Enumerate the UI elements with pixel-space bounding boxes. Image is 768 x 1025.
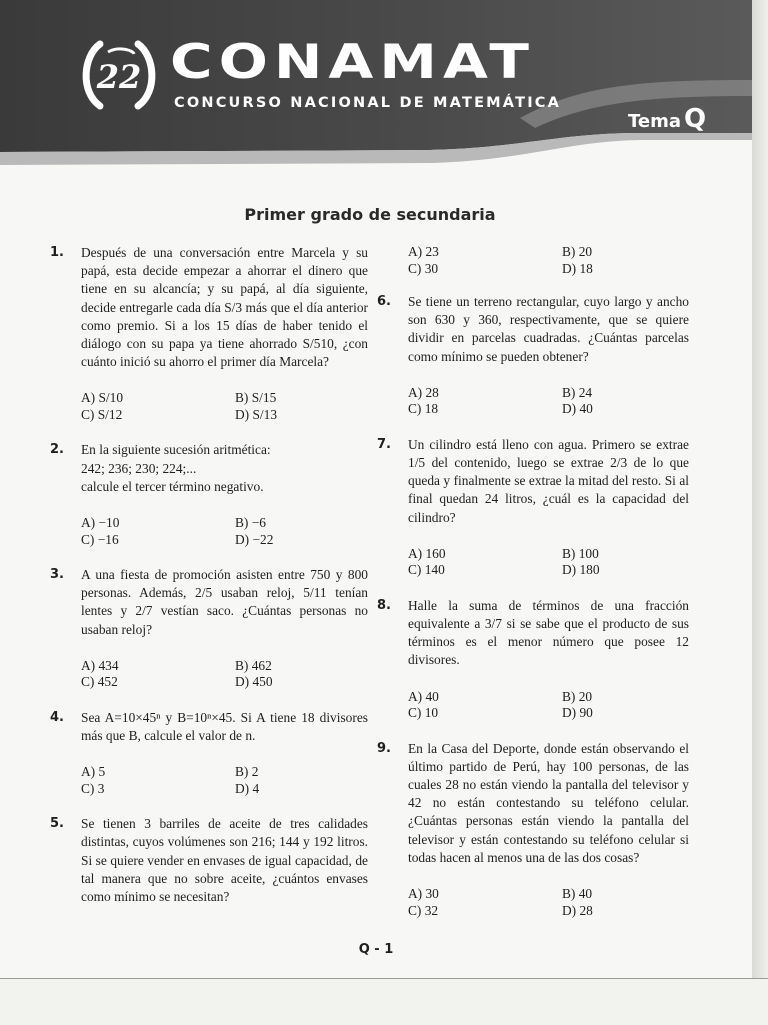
options-6 — [377, 385, 689, 418]
question-number: 6. — [377, 294, 391, 309]
option[interactable]: A) 30 — [408, 886, 439, 902]
question-text: En la Casa del Deporte, donde están observando el último partido de Perú, hay 100 personas, de las cuales 28 no están viendo la pantalla del televisor y 42 no están contestando su teléfono celular. ¿Cuántas personas están viendo la pantalla del televisor y están contestando su teléfono celular si todas hacen al menos una de las dos cosas? — [408, 740, 689, 865]
option[interactable]: D) 18 — [562, 260, 593, 276]
option[interactable]: B) 40 — [562, 886, 593, 902]
question-number: 3. — [50, 567, 64, 583]
question-number: 7. — [377, 436, 391, 452]
options-3 — [50, 658, 368, 691]
option[interactable]: A) 28 — [408, 384, 439, 400]
question-6 — [377, 293, 689, 366]
options-2 — [50, 515, 368, 548]
logo-emblem — [78, 34, 160, 116]
question-3 — [50, 566, 368, 639]
option[interactable]: A) S/10 — [81, 390, 124, 406]
option[interactable]: C) 18 — [408, 401, 439, 417]
option[interactable]: B) S/15 — [235, 390, 277, 406]
scanner-background — [0, 978, 768, 1025]
option[interactable]: A) −10 — [81, 515, 120, 531]
option[interactable]: C) 140 — [408, 562, 445, 578]
tema-letter: Q — [684, 104, 707, 134]
option[interactable]: A) 160 — [408, 545, 446, 561]
question-text: Se tienen 3 barriles de aceite de tres calidades distintas, cuyos volúmenes son 216; 144 y 192 litros. Si se quiere vender en envases de igual capacidad, de tal manera que no sobre aceite, ¿cuántos envases como mínimo se necesitan? — [81, 816, 368, 905]
brand-tagline: CONCURSO NACIONAL DE MATEMÁTICA — [174, 95, 562, 111]
question-text: Se tiene un terreno rectangular, cuyo largo y ancho son 630 y 360, respectivamente, que se quiere dividir en parcelas cuadradas. ¿Cuántas parcelas como mínimo se pueden obtener? — [408, 294, 689, 364]
options-9 — [377, 886, 689, 919]
question-number: 4. — [50, 709, 64, 725]
page-title: Primer grado de secundaria — [244, 205, 496, 224]
question-5 — [50, 815, 368, 906]
question-text-line: En la siguiente sucesión aritmética: — [81, 442, 271, 458]
option[interactable]: B) 2 — [235, 764, 259, 780]
question-8 — [377, 597, 689, 670]
question-text: A una fiesta de promoción asisten entre 750 y 800 personas. Además, 2/5 usaban reloj, 5/11 tenían lentes y 2/7 vestían saco. ¿Cuántas personas no usaban reloj? — [81, 567, 368, 637]
option[interactable]: C) 452 — [81, 674, 118, 690]
option[interactable]: D) 180 — [562, 562, 600, 578]
option[interactable]: C) 10 — [408, 705, 439, 721]
option[interactable]: C) −16 — [81, 531, 119, 547]
options-8 — [377, 689, 689, 722]
question-7 — [377, 436, 689, 527]
question-number: 1. — [50, 245, 64, 260]
option[interactable]: C) 32 — [408, 902, 439, 918]
question-4 — [50, 709, 368, 745]
left-column — [50, 244, 368, 906]
tema-text: Tema — [628, 111, 681, 132]
options-1 — [50, 390, 368, 423]
option[interactable]: C) 30 — [408, 260, 439, 276]
option[interactable]: B) 20 — [562, 688, 593, 704]
question-text: Sea A=10×45ⁿ y B=10ⁿ×45. Si A tiene 18 divisores más que B, calcule el valor de n. — [81, 709, 368, 744]
option[interactable]: D) −22 — [235, 531, 274, 547]
option[interactable]: B) 20 — [562, 244, 593, 259]
option[interactable]: A) 23 — [408, 244, 439, 259]
question-text-line: calcule el tercer término negativo. — [81, 478, 264, 494]
option[interactable]: D) S/13 — [235, 406, 278, 422]
options-5 — [377, 244, 689, 277]
question-text: Después de una conversación entre Marcela y su papá, esta decide empezar a ahorrar el dinero que tiene en su alcancía; y su papá, al día siguiente, decide entregarle cada día S/3 más que el día anterior como premio. Si a los 15 días de haber tenido el diálogo con su papa ya tiene ahorrado S/510, ¿con cuánto inició su ahorro el primer día Marcela? — [81, 245, 368, 370]
option[interactable]: B) 24 — [562, 384, 593, 400]
question-9 — [377, 740, 689, 867]
option[interactable]: A) 40 — [408, 688, 439, 704]
question-number: 9. — [377, 740, 391, 756]
option[interactable]: D) 40 — [562, 401, 593, 417]
option[interactable]: D) 450 — [235, 674, 273, 690]
option[interactable]: D) 28 — [562, 902, 593, 918]
options-7 — [377, 546, 689, 579]
page-edge — [752, 0, 768, 1024]
tema-label — [628, 104, 706, 134]
brand-name: CONAMAT — [170, 33, 535, 90]
question-text: Halle la suma de términos de una fracción equivalente a 3/7 si se sabe que el producto de sus términos es el menor número que posee 12 divisores. — [408, 597, 689, 668]
question-number: 2. — [50, 442, 64, 458]
option[interactable]: B) 462 — [235, 657, 272, 673]
option[interactable]: A) 434 — [81, 657, 119, 673]
option[interactable]: A) 5 — [81, 764, 106, 780]
question-text: Un cilindro está lleno con agua. Primero se extrae 1/5 del contenido, luego se extrae 2/3 de lo que queda y finalmente se extrae la mitad del resto. Si al final quedan 24 litros, ¿cuál es la capacidad del cilindro? — [408, 436, 689, 525]
question-1 — [50, 244, 368, 371]
question-text-line: 242; 236; 230; 224;... — [81, 460, 197, 476]
options-4 — [50, 764, 368, 797]
logo-number: 22 — [96, 58, 142, 96]
option[interactable]: C) 3 — [81, 780, 105, 796]
option[interactable]: D) 90 — [562, 705, 593, 721]
question-number: 5. — [50, 816, 64, 832]
option[interactable]: C) S/12 — [81, 406, 123, 422]
question-2 — [50, 441, 368, 496]
header-banner — [0, 0, 752, 175]
right-column — [377, 244, 689, 919]
question-number: 8. — [377, 597, 391, 613]
option[interactable]: D) 4 — [235, 780, 260, 796]
option[interactable]: B) 100 — [562, 545, 599, 561]
option[interactable]: B) −6 — [235, 515, 266, 531]
page-number: Q - 1 — [358, 942, 394, 957]
